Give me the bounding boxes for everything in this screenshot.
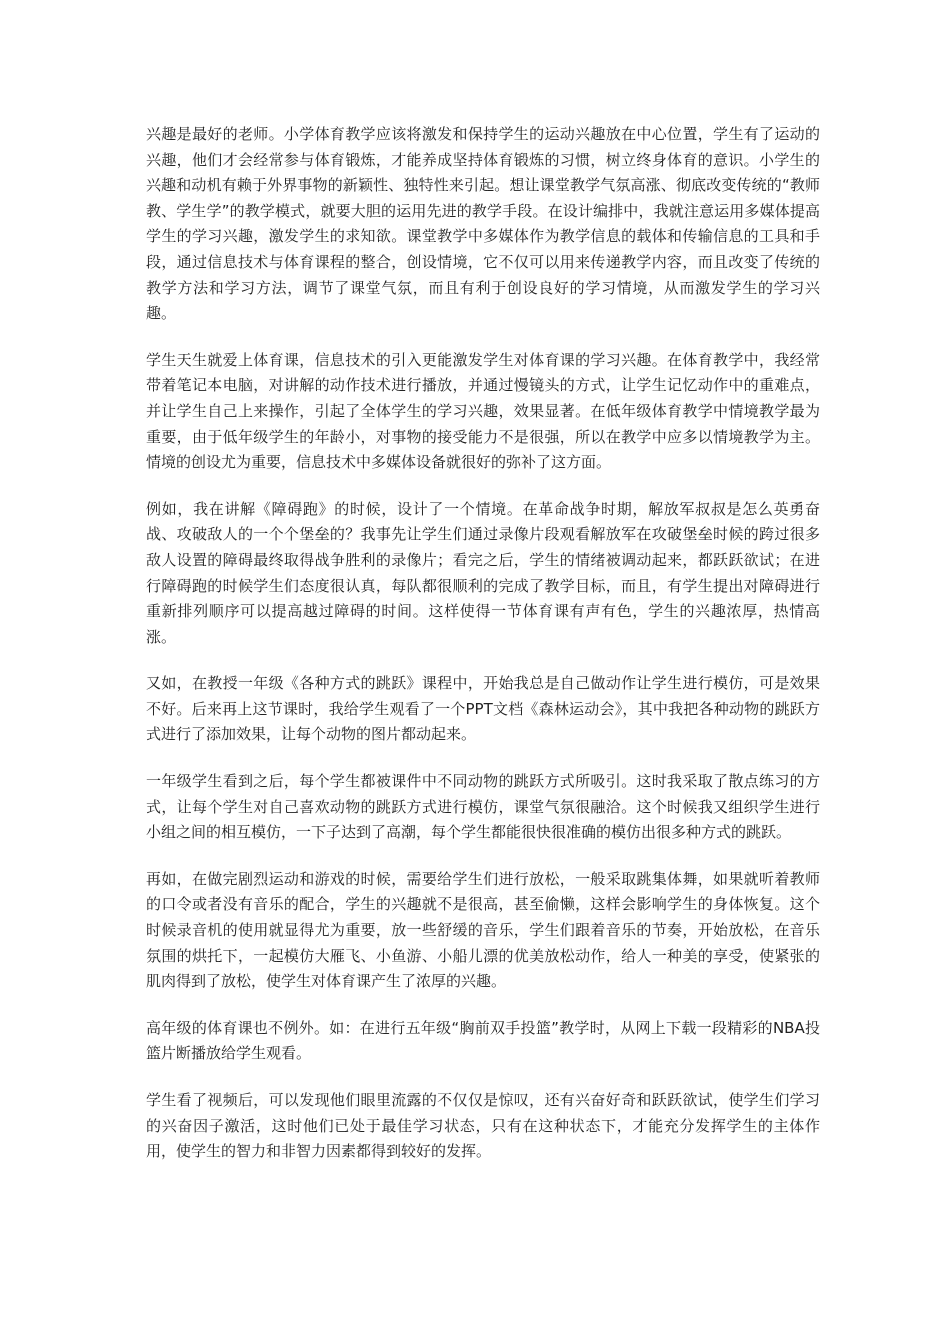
paragraph-2: 学生天生就爱上体育课，信息技术的引入更能激发学生对体育课的学习兴趣。在体育教学中，我经常带着笔记本电脑，对讲解的动作技术进行播放，并通过慢镜头的方式，让学生记忆动作中的重难点，并让学生自己上来操作，引起了全体学生的学习兴趣，效果显著。在低年级体育教学中情境教学最为重要，由于低年级学生的年龄小，对事物的接受能力不是很强，所以在教学中应多以情境教学为主。情境的创设尤为重要，信息技术中多媒体设备就很好的弥补了这方面。 [146,350,820,472]
paragraph-6: 再如，在做完剧烈运动和游戏的时候，需要给学生们进行放松，一般采取跳集体舞，如果就听着教师的口令或者没有音乐的配合，学生的兴趣就不是很高，甚至偷懒，这样会影响学生的身体恢复。这个时候录音机的使用就显得尤为重要，放一些舒缓的音乐，学生们跟着音乐的节奏，开始放松，在音乐氛围的烘托下，一起模仿大雁飞、小鱼游、小船儿漂的优美放松动作，给人一种美的享受，使紧张的肌肉得到了放松，使学生对体育课产生了浓厚的兴趣。 [146,869,820,991]
paragraph-5: 一年级学生看到之后，每个学生都被课件中不同动物的跳跃方式所吸引。这时我采取了散点练习的方式，让每个学生对自己喜欢动物的跳跃方式进行模仿，课堂气氛很融洽。这个时候我又组织学生进行小组之间的相互模仿，一下子达到了高潮，每个学生都能很快很准确的模仿出很多种方式的跳跃。 [146,772,820,842]
paragraph-8: 学生看了视频后，可以发现他们眼里流露的不仅仅是惊叹，还有兴奋好奇和跃跃欲试，使学生们学习的兴奋因子激活，这时他们已处于最佳学习状态，只有在这种状态下，才能充分发挥学生的主体作用，使学生的智力和非智力因素都得到较好的发挥。 [146,1091,820,1161]
paragraph-1: 兴趣是最好的老师。小学体育教学应该将激发和保持学生的运动兴趣放在中心位置，学生有了运动的兴趣，他们才会经常参与体育锻炼，才能养成坚持体育锻炼的习惯，树立终身体育的意识。小学生的兴趣和动机有赖于外界事物的新颖性、独特性来引起。想让课堂教学气氛高涨、彻底改变传统的“教师教、学生学”的教学模式，就要大胆的运用先进的教学手段。在设计编排中，我就注意运用多媒体提高学生的学习兴趣，激发学生的求知欲。课堂教学中多媒体作为教学信息的载体和传输信息的工具和手段，通过信息技术与体育课程的整合，创设情境，它不仅可以用来传递教学内容，而且改变了传统的教学方法和学习方法，调节了课堂气氛，而且有利于创设良好的学习情境，从而激发学生的学习兴趣。 [146,125,820,323]
paragraph-4: 又如，在教授一年级《各种方式的跳跃》课程中，开始我总是自己做动作让学生进行模仿，可是效果不好。后来再上这节课时，我给学生观看了一个PPT文档《森林运动会》，其中我把各种动物的跳跃方式进行了添加效果，让每个动物的图片都动起来。 [146,674,820,744]
document-body [146,122,820,1186]
paragraph-7: 高年级的体育课也不例外。如：在进行五年级“胸前双手投篮”教学时，从网上下载一段精彩的NBA投篮片断播放给学生观看。 [146,1018,820,1063]
paragraph-3: 例如，我在讲解《障碍跑》的时候，设计了一个情境。在革命战争时期，解放军叔叔是怎么英勇奋战、攻破敌人的一个个堡垒的？我事先让学生们通过录像片段观看解放军在攻破堡垒时候的跨过很多敌人设置的障碍最终取得战争胜利的录像片；看完之后，学生的情绪被调动起来，都跃跃欲试；在进行障碍跑的时候学生们态度很认真，每队都很顺利的完成了教学目标，而且，有学生提出对障碍进行重新排列顺序可以提高越过障碍的时间。这样使得一节体育课有声有色，学生的兴趣浓厚，热情高涨。 [146,499,820,646]
